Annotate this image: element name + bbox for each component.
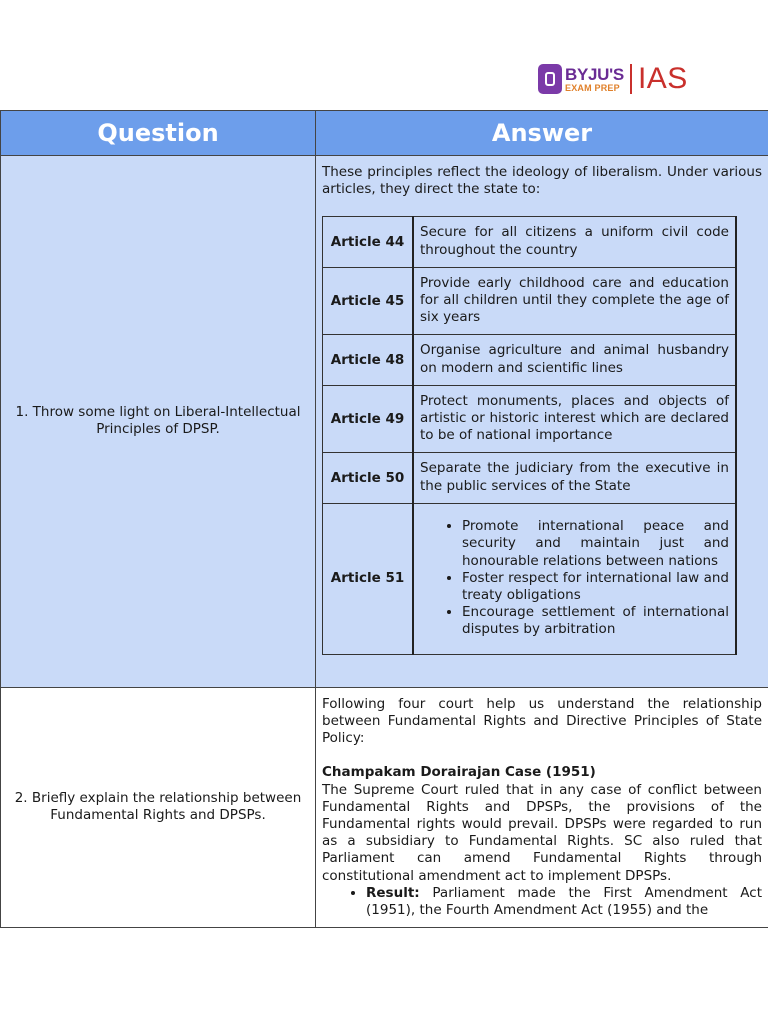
question-text: 2. Briefly explain the relationship between Fundamental Rights and DPSPs. xyxy=(14,790,302,824)
article-name: Article 44 xyxy=(323,217,414,267)
list-item: • Foster respect for international law and treaty obligations xyxy=(462,570,729,604)
byjus-ias-logo xyxy=(538,62,688,96)
list-item xyxy=(366,885,762,919)
article-name: Article 50 xyxy=(323,453,414,503)
answer-cell xyxy=(316,687,768,927)
article-row xyxy=(323,335,737,385)
article-row xyxy=(323,503,737,654)
case-title: Champakam Dorairajan Case (1951) xyxy=(322,764,596,781)
logo-divider xyxy=(630,64,632,94)
article-row xyxy=(323,217,737,267)
question-header: Question xyxy=(1,111,316,156)
article-row xyxy=(323,453,737,503)
article-desc: Organise agriculture and animal husbandry on modern and scientific lines xyxy=(413,335,736,385)
result-label: Result: xyxy=(366,884,420,901)
article-desc: Secure for all citizens a uniform civil code throughout the country xyxy=(413,217,736,267)
article-row xyxy=(323,385,737,453)
article-name: Article 48 xyxy=(323,335,414,385)
question-cell xyxy=(1,156,316,688)
article-desc xyxy=(413,503,736,654)
list-item: • Promote international peace and security and maintain just and honourable relations between nations xyxy=(462,518,729,570)
qa-row-2 xyxy=(1,687,768,927)
case-body: The Supreme Court ruled that in any case of conflict between Fundamental Rights and DPSPs, the provisions of the Fundamental rights would prevail. DPSPs were regarded to run as a subsidiary to Fundamental Rights. SC also ruled that Parliament can amend Fundamental Rights through constitutional amendment act to implement DPSPs. xyxy=(322,781,762,884)
article-name: Article 45 xyxy=(323,267,414,335)
result-text: Parliament made the First Amendment Act (1951), the Fourth Amendment Act (1955) and the xyxy=(366,884,762,919)
article-name: Article 51 xyxy=(323,503,414,654)
article-desc: Provide early childhood care and education for all children until they complete the age of six years xyxy=(413,267,736,335)
logo-brand: BYJU'S xyxy=(565,64,624,84)
list-item: • Encourage settlement of international disputes by arbitration xyxy=(462,604,729,638)
result-list xyxy=(322,885,762,919)
question-cell xyxy=(1,687,316,927)
answer-intro: These principles reflect the ideology of liberalism. Under various articles, they direct the state to: xyxy=(322,164,762,198)
qa-row-1 xyxy=(1,156,768,688)
answer-intro: Following four court help us understand the relationship between Fundamental Rights and Directive Principles of State Policy: xyxy=(322,695,762,747)
question-text: 1. Throw some light on Liberal-Intellectual Principles of DPSP. xyxy=(15,404,301,438)
answer-header: Answer xyxy=(316,111,768,156)
article-name: Article 49 xyxy=(323,385,414,453)
logo-subtitle: EXAM PREP xyxy=(565,82,620,93)
article-desc: Protect monuments, places and objects of artistic or historic interest which are declared to be of national importance xyxy=(413,385,736,453)
article-row xyxy=(323,267,737,335)
qa-table xyxy=(0,110,768,928)
logo-ias: IAS xyxy=(637,62,688,95)
article-51-list xyxy=(420,518,729,638)
article-desc: Separate the judiciary from the executive in the public services of the State xyxy=(413,453,736,503)
byjus-logo-icon xyxy=(538,64,562,94)
answer-cell xyxy=(316,156,768,688)
articles-table xyxy=(322,216,737,654)
